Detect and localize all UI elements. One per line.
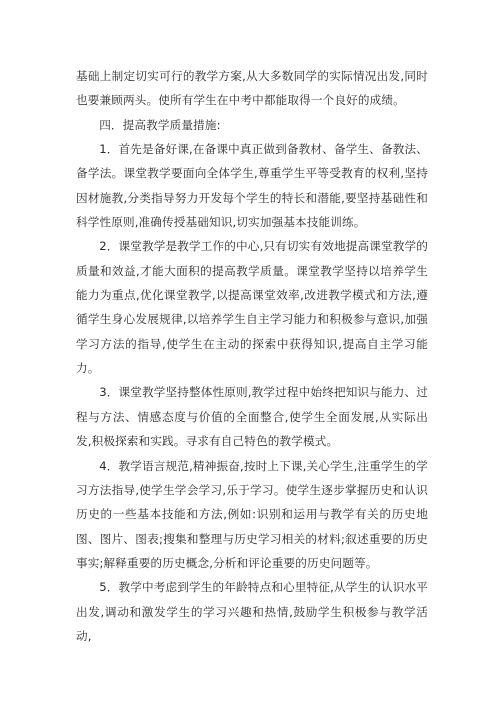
paragraph-item-5: 5．教学中考虑到学生的年龄特点和心里特征,从学生的认识水平出发,调动和激发学生的学习兴趣和热情,鼓励学生积极参与教学活动,	[76, 580, 428, 643]
paragraph-item-1: 1．首先是备好课,在备课中真正做到备教材、备学生、备教法、备学法。课堂教学要面向全体学生,尊重学生平等受教育的权利,坚持因材施教,分类指导努力开发每个学生的特长和潜能,要坚持基础性和科学性原则,准确传授基础知识,切实加强基本技能训练。	[76, 142, 428, 230]
section-heading: 四．提高教学质量措施:	[99, 117, 221, 132]
paragraph-item-4: 4．教学语言规范,精神振奋,按时上下课,关心学生,注重学生的学习方法指导,使学生学会学习,乐于学习。使学生逐步掌握历史和认识历史的一些基本技能和方法,例如:识别和运用与教学有关的历史地图、图片、图表;搜集和整理与历史学习相关的材料;叙述重要的历史事实;解释重要的历史概念,分析和评论重要的历史问题等。	[76, 458, 428, 570]
paragraph-continuation: 基础上制定切实可行的教学方案,从大多数同学的实际情况出发,同时也要兼顾两头。使所有学生在中考中都能取得一个良好的成绩。	[76, 69, 428, 108]
document-body	[76, 64, 428, 648]
paragraph-item-2: 2．课堂教学是教学工作的中心,只有切实有效地提高课堂教学的质量和效益,才能大面积的提高教学质量。课堂教学坚持以培养学生能力为重点,优化课堂教学,以提高课堂效率,改进教学模式和方法,遵循学生身心发展规律,以培养学生自主学习能力和积极参与意识,加强学习方法的指导,使学生在主动的探索中获得知识,提高自主学习能力。	[76, 239, 428, 376]
paragraph-item-3: 3．课堂教学坚持整体性原则,教学过程中始终把知识与能力、过程与方法、情感态度与价值的全面整合,使学生全面发展,从实际出发,积极探索和实践。寻求有自己特色的教学模式。	[76, 385, 428, 449]
